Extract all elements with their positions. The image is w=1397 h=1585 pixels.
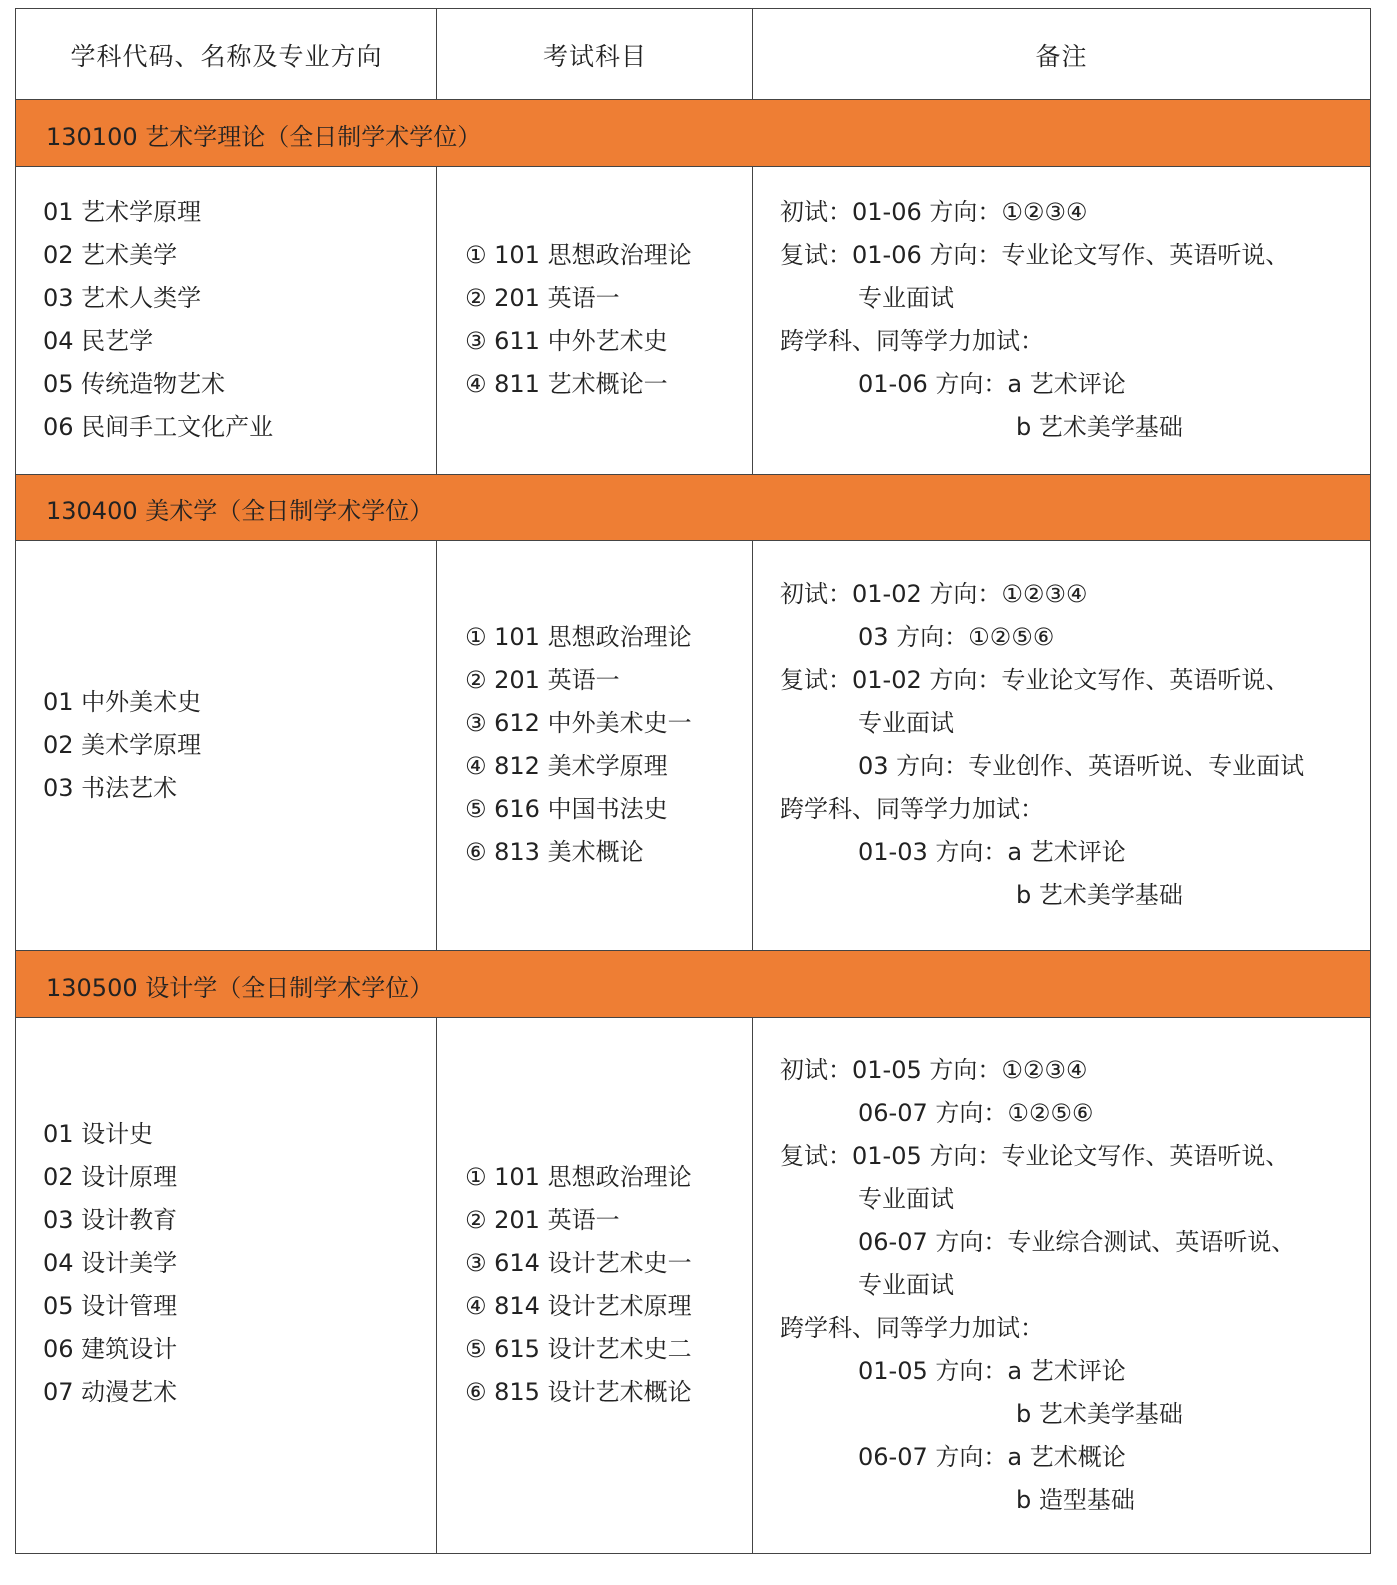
row-divider xyxy=(16,540,1370,541)
direction-item: 03 书法艺术 xyxy=(43,774,178,802)
note-line: 初试：01-06 方向：①②③④ xyxy=(780,198,1088,226)
note-line: 01-06 方向：a 艺术评论 xyxy=(858,370,1126,398)
notes-block xyxy=(780,573,1304,917)
subject-list xyxy=(465,1156,692,1414)
subject-item: ② 201 英语一 xyxy=(465,666,620,694)
note-line: 01-05 方向：a 艺术评论 xyxy=(858,1357,1126,1385)
column-divider xyxy=(436,540,437,951)
header-col-subject: 学科代码、名称及专业方向 xyxy=(70,41,383,71)
subject-item: ⑤ 615 设计艺术史二 xyxy=(465,1335,692,1363)
direction-item: 01 中外美术史 xyxy=(43,688,202,716)
section-band xyxy=(16,100,1370,166)
note-line: 06-07 方向：①②⑤⑥ xyxy=(858,1099,1094,1127)
exam-subjects-table xyxy=(15,8,1371,1554)
direction-list xyxy=(43,681,201,810)
note-line: 专业面试 xyxy=(858,709,954,737)
direction-item: 05 传统造物艺术 xyxy=(43,370,226,398)
section-title: 130100 艺术学理论（全日制学术学位） xyxy=(46,123,482,151)
subject-item: ⑥ 815 设计艺术概论 xyxy=(465,1378,692,1406)
section-band xyxy=(16,474,1370,540)
direction-item: 06 建筑设计 xyxy=(43,1335,178,1363)
note-line: b 造型基础 xyxy=(1016,1486,1135,1514)
subject-list xyxy=(465,616,692,874)
direction-item: 05 设计管理 xyxy=(43,1292,178,1320)
note-line: 03 方向：①②⑤⑥ xyxy=(858,623,1055,651)
column-divider xyxy=(752,1017,753,1553)
subject-item: ④ 814 设计艺术原理 xyxy=(465,1292,692,1320)
note-line: 初试：01-02 方向：①②③④ xyxy=(780,580,1088,608)
note-line: b 艺术美学基础 xyxy=(1016,1400,1183,1428)
subject-item: ① 101 思想政治理论 xyxy=(465,241,692,269)
subject-item: ③ 614 设计艺术史一 xyxy=(465,1249,692,1277)
section-band xyxy=(16,951,1370,1017)
section-title: 130400 美术学（全日制学术学位） xyxy=(46,497,434,525)
direction-list xyxy=(43,191,273,449)
column-divider xyxy=(436,166,437,474)
column-divider xyxy=(752,166,753,474)
direction-item: 03 艺术人类学 xyxy=(43,284,202,312)
direction-item: 02 美术学原理 xyxy=(43,731,202,759)
note-line: 复试：01-05 方向：专业论文写作、英语听说、 xyxy=(780,1142,1290,1170)
note-line: 06-07 方向：a 艺术概论 xyxy=(858,1443,1126,1471)
subject-item: ④ 811 艺术概论一 xyxy=(465,370,668,398)
column-divider xyxy=(752,9,753,100)
section-title: 130500 设计学（全日制学术学位） xyxy=(46,974,434,1002)
subject-item: ③ 612 中外美术史一 xyxy=(465,709,692,737)
note-line: 06-07 方向：专业综合测试、英语听说、 xyxy=(858,1228,1296,1256)
subject-item: ③ 611 中外艺术史 xyxy=(465,327,668,355)
subject-item: ⑤ 616 中国书法史 xyxy=(465,795,668,823)
note-line: 03 方向：专业创作、英语听说、专业面试 xyxy=(858,752,1305,780)
subject-list xyxy=(465,234,692,406)
subject-item: ① 101 思想政治理论 xyxy=(465,623,692,651)
row-divider xyxy=(16,474,1370,475)
header-col-notes: 备注 xyxy=(1035,41,1088,71)
note-line: 专业面试 xyxy=(858,284,954,312)
row-divider xyxy=(16,1017,1370,1018)
direction-item: 07 动漫艺术 xyxy=(43,1378,178,1406)
row-divider xyxy=(16,99,1370,100)
subject-item: ② 201 英语一 xyxy=(465,284,620,312)
note-line: 复试：01-02 方向：专业论文写作、英语听说、 xyxy=(780,666,1290,694)
column-divider xyxy=(436,1017,437,1553)
direction-item: 04 民艺学 xyxy=(43,327,154,355)
notes-block xyxy=(780,1049,1295,1522)
note-line: 跨学科、同等学力加试： xyxy=(780,795,1044,823)
column-divider xyxy=(436,9,437,100)
direction-item: 01 艺术学原理 xyxy=(43,198,202,226)
note-line: b 艺术美学基础 xyxy=(1016,413,1183,441)
note-line: b 艺术美学基础 xyxy=(1016,881,1183,909)
note-line: 跨学科、同等学力加试： xyxy=(780,1314,1044,1342)
note-line: 01-03 方向：a 艺术评论 xyxy=(858,838,1126,866)
subject-item: ① 101 思想政治理论 xyxy=(465,1163,692,1191)
note-line: 专业面试 xyxy=(858,1185,954,1213)
note-line: 复试：01-06 方向：专业论文写作、英语听说、 xyxy=(780,241,1290,269)
direction-item: 03 设计教育 xyxy=(43,1206,178,1234)
column-divider xyxy=(752,540,753,951)
direction-item: 02 艺术美学 xyxy=(43,241,178,269)
row-divider xyxy=(16,166,1370,167)
direction-item: 06 民间手工文化产业 xyxy=(43,413,274,441)
note-line: 专业面试 xyxy=(858,1271,954,1299)
direction-item: 01 设计史 xyxy=(43,1120,154,1148)
subject-item: ④ 812 美术学原理 xyxy=(465,752,668,780)
row-divider xyxy=(16,950,1370,951)
subject-item: ⑥ 813 美术概论 xyxy=(465,838,644,866)
notes-block xyxy=(780,191,1289,449)
note-line: 初试：01-05 方向：①②③④ xyxy=(780,1056,1088,1084)
direction-item: 02 设计原理 xyxy=(43,1163,178,1191)
direction-list xyxy=(43,1113,177,1414)
note-line: 跨学科、同等学力加试： xyxy=(780,327,1044,355)
direction-item: 04 设计美学 xyxy=(43,1249,178,1277)
subject-item: ② 201 英语一 xyxy=(465,1206,620,1234)
header-col-exam: 考试科目 xyxy=(542,41,647,71)
